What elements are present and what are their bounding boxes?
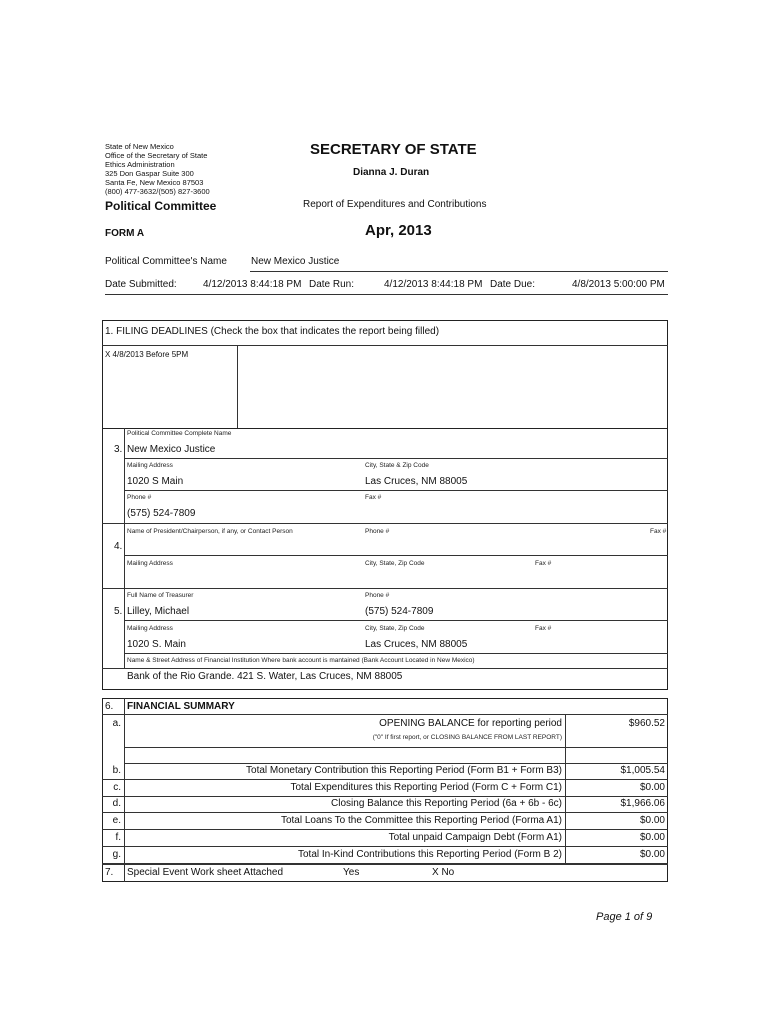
row-amount: $0.00 <box>639 849 665 860</box>
filing-option-checked[interactable]: X 4/8/2013 Before 5PM <box>105 350 189 359</box>
divider <box>124 763 668 764</box>
treasurer-mailing-address: 1020 S. Main <box>127 639 186 650</box>
divider <box>124 620 668 621</box>
section-number: 4. <box>114 541 123 552</box>
divider <box>124 555 668 556</box>
treasurer-label: Full Name of Treasurer <box>127 592 194 599</box>
agency-line: Office of the Secretary of State <box>105 151 208 160</box>
row-letter: b. <box>112 765 121 776</box>
city-state-zip-label: City, State, Zip Code <box>365 625 425 632</box>
committee-name-value: New Mexico Justice <box>251 256 340 267</box>
mailing-address-label: Mailing Address <box>127 462 173 469</box>
divider <box>102 523 668 524</box>
special-event-label: Special Event Work sheet Attached <box>127 867 284 878</box>
divider <box>102 345 668 346</box>
official-name: Dianna J. Duran <box>353 167 430 178</box>
treasurer-name: Lilley, Michael <box>127 606 190 617</box>
row-letter: c. <box>113 782 121 793</box>
divider <box>102 796 668 797</box>
row-letter: g. <box>112 849 121 860</box>
agency-line: Ethics Administration <box>105 160 175 169</box>
agency-line: 325 Don Gaspar Suite 300 <box>105 169 194 178</box>
agency-address <box>105 142 210 196</box>
fax-label: Fax # <box>650 528 667 535</box>
row-description: Total Expenditures this Reporting Period (Form C + Form C1) <box>290 782 562 793</box>
divider <box>102 864 668 865</box>
divider <box>102 812 668 813</box>
mailing-address-label: Mailing Address <box>127 560 173 567</box>
row-description: Closing Balance this Reporting Period (6a + 6b - 6c) <box>331 798 562 809</box>
row-amount: $0.00 <box>639 815 665 826</box>
committee-name-label: Political Committee's Name <box>105 256 227 267</box>
divider <box>105 294 668 295</box>
section-number: 3. <box>114 444 123 455</box>
city-state-zip: Las Cruces, NM 88005 <box>365 476 468 487</box>
office-title: SECRETARY OF STATE <box>310 141 477 158</box>
row-amount: $1,966.06 <box>620 798 665 809</box>
row-amount: $0.00 <box>639 832 665 843</box>
row-amount: $1,005.54 <box>620 765 665 776</box>
page-number: Page 1 of 9 <box>596 911 653 923</box>
date-due-label: Date Due: <box>490 279 536 290</box>
divider <box>124 458 668 459</box>
row-letter: a. <box>112 718 121 729</box>
fax-label: Fax # <box>365 494 382 501</box>
divider <box>237 345 238 429</box>
agency-line: Santa Fe, New Mexico 87503 <box>105 178 204 187</box>
bank-name-address: Bank of the Rio Grande. 421 S. Water, Las Cruces, NM 88005 <box>127 671 403 682</box>
divider <box>124 490 668 491</box>
agency-line: State of New Mexico <box>105 142 174 151</box>
form-label: FORM A <box>105 228 145 239</box>
special-event-no-checked[interactable]: X No <box>432 867 455 878</box>
phone-label: Phone # <box>365 528 390 535</box>
divider <box>124 698 125 882</box>
divider <box>124 747 668 748</box>
treasurer-phone: (575) 524-7809 <box>365 606 434 617</box>
row-description: Total In-Kind Contributions this Reporting Period (Form B 2) <box>297 849 562 860</box>
committee-name-field-label: Political Committee Complete Name <box>127 430 232 437</box>
financial-summary-heading: FINANCIAL SUMMARY <box>127 701 235 712</box>
divider <box>250 271 668 272</box>
bank-label: Name & Street Address of Financial Institution Where bank account is mantained (Bank Account Located in New Mexico) <box>127 657 475 664</box>
report-period: Apr, 2013 <box>365 222 432 239</box>
filing-deadlines-heading: 1. FILING DEADLINES (Check the box that indicates the report being filled) <box>105 326 440 337</box>
divider <box>102 846 668 847</box>
divider <box>102 829 668 830</box>
row-description: Total Monetary Contribution this Reporting Period (Form B1 + Form B3) <box>246 765 562 776</box>
phone-label: Phone # <box>365 592 390 599</box>
committee-complete-name: New Mexico Justice <box>127 444 216 455</box>
fax-label: Fax # <box>535 625 552 632</box>
divider <box>102 588 668 589</box>
row-description: Total unpaid Campaign Debt (Form A1) <box>388 832 562 843</box>
divider <box>565 714 566 864</box>
contact-person-label: Name of President/Chairperson, if any, or Contact Person <box>127 528 293 535</box>
special-event-yes[interactable]: Yes <box>343 867 360 878</box>
row-amount: $960.52 <box>628 718 665 729</box>
divider <box>102 714 668 715</box>
treasurer-city-state-zip: Las Cruces, NM 88005 <box>365 639 468 650</box>
date-submitted-label: Date Submitted: <box>105 279 177 290</box>
date-run-value: 4/12/2013 8:44:18 PM <box>384 279 483 290</box>
fax-label: Fax # <box>535 560 552 567</box>
opening-balance-note: ("0" If first report, or CLOSING BALANCE FROM LAST REPORT) <box>372 734 562 741</box>
committee-type: Political Committee <box>105 199 217 213</box>
city-state-zip-label: City, State, Zip Code <box>365 560 425 567</box>
section-number: 5. <box>114 606 123 617</box>
phone-label: Phone # <box>127 494 152 501</box>
divider <box>102 779 668 780</box>
city-state-zip-label: City, State & Zip Code <box>365 462 429 469</box>
mailing-address: 1020 S Main <box>127 476 184 487</box>
agency-line: (800) 477-3632/(505) 827-3600 <box>105 187 210 196</box>
row-description: OPENING BALANCE for reporting period <box>379 718 562 729</box>
date-run-label: Date Run: <box>309 279 355 290</box>
row-letter: d. <box>112 798 121 809</box>
date-submitted-value: 4/12/2013 8:44:18 PM <box>203 279 302 290</box>
section-number: 7. <box>105 867 114 878</box>
phone-number: (575) 524-7809 <box>127 508 196 519</box>
row-letter: e. <box>112 815 121 826</box>
row-description: Total Loans To the Committee this Reporting Period (Forma A1) <box>280 815 562 826</box>
divider <box>102 668 668 669</box>
report-title: Report of Expenditures and Contributions <box>303 199 487 210</box>
row-letter: f. <box>115 832 121 843</box>
divider <box>124 653 668 654</box>
date-due-value: 4/8/2013 5:00:00 PM <box>572 279 665 290</box>
mailing-address-label: Mailing Address <box>127 625 173 632</box>
divider <box>124 428 125 668</box>
row-amount: $0.00 <box>639 782 665 793</box>
section-number: 6. <box>105 701 114 712</box>
